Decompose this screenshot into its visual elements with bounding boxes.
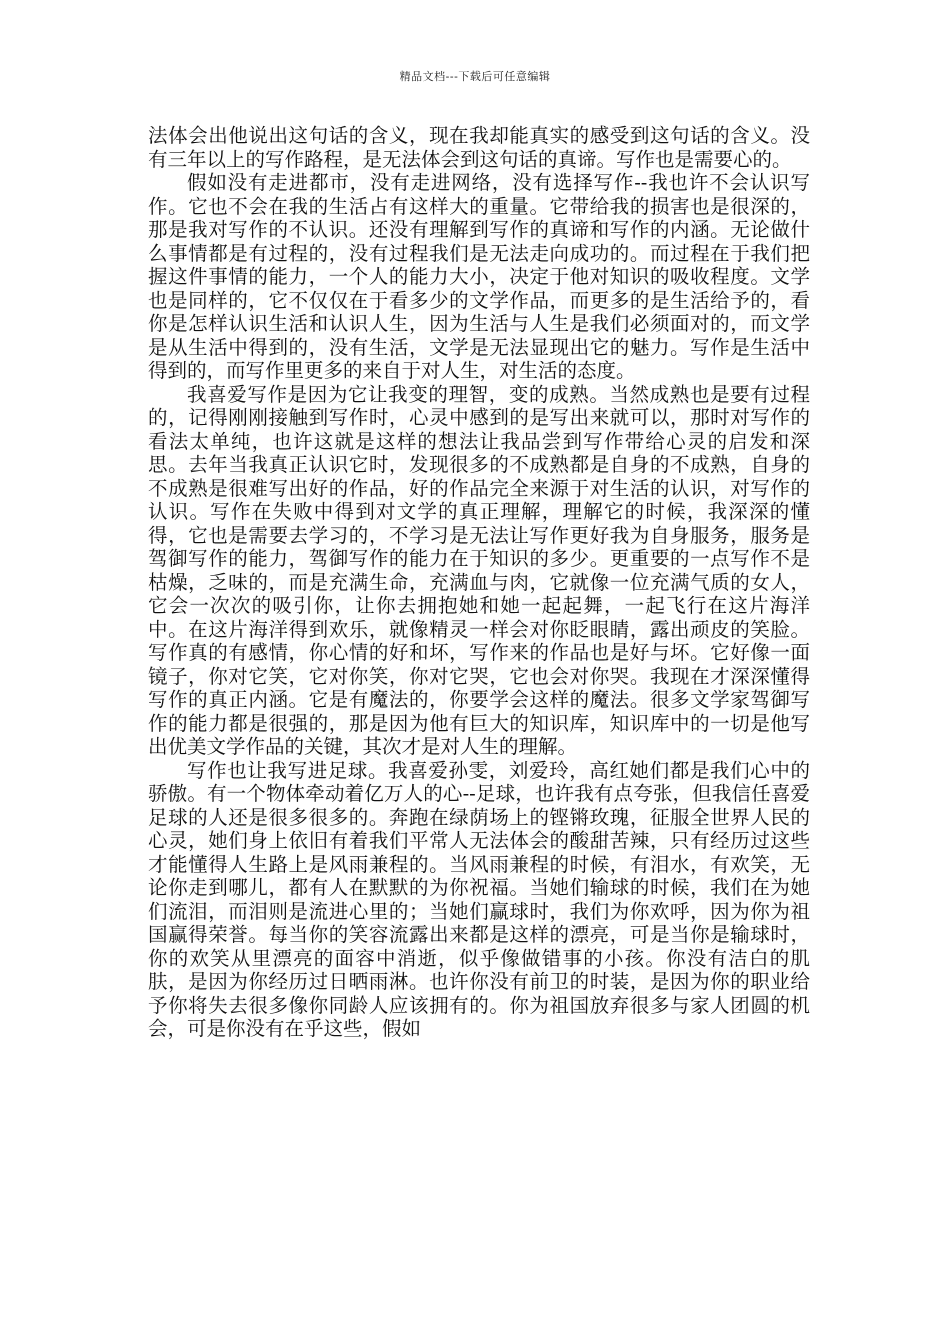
paragraph-3: 我喜爱写作是因为它让我变的理智，变的成熟。当然成熟也是要有过程的，记得刚刚接触到写作时，心灵中感到的是写出来就可以，那时对写作的看法太单纯，也许这就是这样的想法让我品尝到写作带给心灵的启发和深思。去年当我真正认识它时，发现很多的不成熟都是自身的不成熟，自身的不成熟是很难写出好的作品，好的作品完全来源于对生活的认识，对写作的认识。写作在失败中得到对文学的真正理解，理解它的时候，我深深的懂得，它也是需要去学习的，不学习是无法让写作更好我为自身服务，服务是驾御写作的能力，驾御写作的能力在于知识的多少。更重要的一点写作不是枯燥，乏味的，而是充满生命，充满血与肉，它就像一位充满气质的女人，它会一次次的吸引你，让你去拥抱她和她一起起舞，一起飞行在这片海洋中。在这片海洋得到欢乐，就像精灵一样会对你眨眼睛，露出顽皮的笑脸。写作真的有感情，你心情的好和坏，写作来的作品也是好与坏。它好像一面镜子，你对它笑，它对你笑，你对它哭，它也会对你哭。我现在才深深懂得写作的真正内涵。它是有魔法的，你要学会这样的魔法。很多文学家驾御写作的能力都是很强的，那是因为他有巨大的知识库，知识库中的一切是他写出优美文学作品的关键，其次才是对人生的理解。 bbox=[148, 382, 810, 758]
paragraph-2: 假如没有走进都市，没有走进网络，没有选择写作--我也许不会认识写作。它也不会在我的生活占有这样大的重量。它带给我的损害也是很深的，那是我对写作的不认识。还没有理解到写作的真谛和写作的内涵。无论做什么事情都是有过程的，没有过程我们是无法走向成功的。而过程在于我们把握这件事情的能力，一个人的能力大小，决定于他对知识的吸收程度。文学也是同样的，它不仅仅在于看多少的文学作品，而更多的是生活给予的，看你是怎样认识生活和认识人生，因为生活与人生是我们必须面对的，而文学是从生活中得到的，没有生活，文学是无法显现出它的魅力。写作是生活中得到的，而写作里更多的来自于对人生，对生活的态度。 bbox=[148, 171, 810, 382]
document-body bbox=[148, 124, 810, 1041]
paragraph-1: 法体会出他说出这句话的含义，现在我却能真实的感受到这句话的含义。没有三年以上的写作路程，是无法体会到这句话的真谛。写作也是需要心的。 bbox=[148, 124, 810, 171]
paragraph-4: 写作也让我写进足球。我喜爱孙雯，刘爱玲，高红她们都是我们心中的骄傲。有一个物体牵动着亿万人的心--足球，也许我有点夸张，但我信任喜爱足球的人还是很多很多的。奔跑在绿荫场上的铿锵玫瑰，征服全世界人民的心灵，她们身上依旧有着我们平常人无法体会的酸甜苦辣，只有经历过这些才能懂得人生路上是风雨兼程的。当风雨兼程的时候，有泪水，有欢笑，无论你走到哪儿，都有人在默默的为你祝福。当她们输球的时候，我们在为她们流泪，而泪则是流进心里的；当她们赢球时，我们为你欢呼，因为你为祖国赢得荣誉。每当你的笑容流露出来都是这样的漂亮，可是当你是输球时，你的欢笑从里漂亮的面容中消逝，似乎像做错事的小孩。你没有洁白的肌肤，是因为你经历过日晒雨淋。也许你没有前卫的时装，是因为你的职业给予你将失去很多像你同龄人应该拥有的。你为祖国放弃很多与家人团圆的机会，可是你没有在乎这些，假如 bbox=[148, 758, 810, 1040]
page-header: 精品文档---下载后可任意编辑 bbox=[399, 70, 551, 83]
